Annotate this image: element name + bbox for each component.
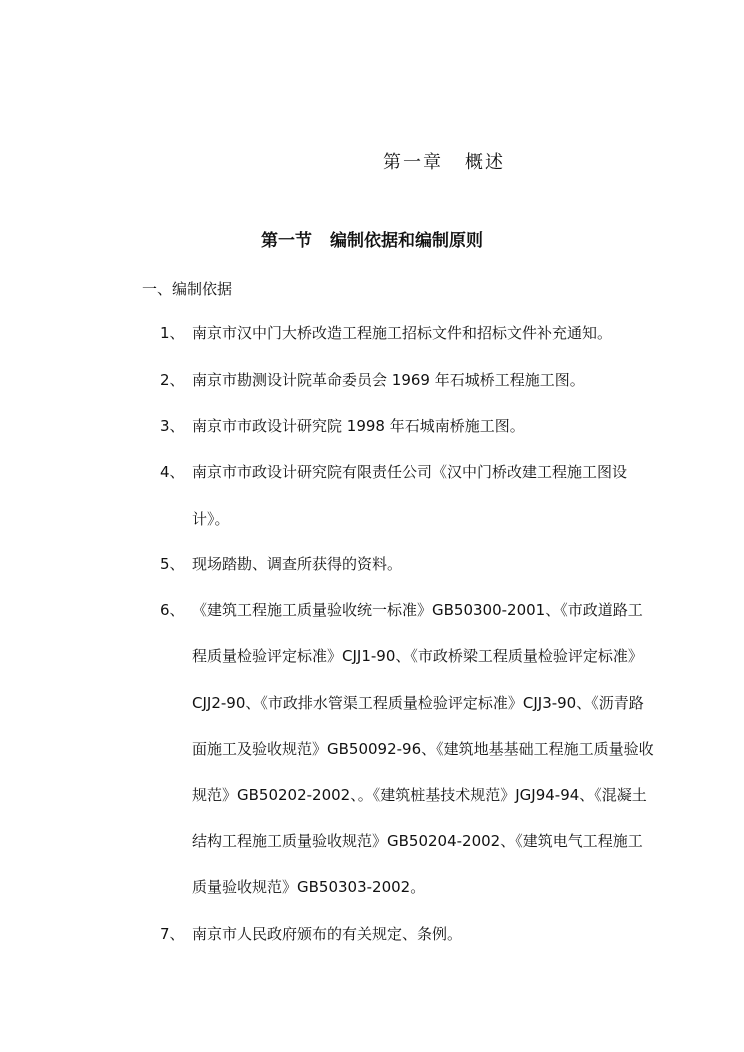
list-item xyxy=(160,415,525,436)
subsection-heading: 一、编制依据 xyxy=(142,280,233,298)
list-item-text: 南京市汉中门大桥改造工程施工招标文件和招标文件补充通知。 xyxy=(192,324,613,342)
list-item-number: 4、 xyxy=(160,463,185,481)
list-item-number: 7、 xyxy=(160,925,185,943)
list-item-text: 南京市人民政府颁布的有关规定、条例。 xyxy=(192,925,463,943)
list-item-number: 2、 xyxy=(160,371,185,389)
section-number: 第一节 xyxy=(261,231,312,251)
list-item-continuation: 计》。 xyxy=(192,510,230,528)
list-item-number: 5、 xyxy=(160,555,185,573)
list-item-text: 《建筑工程施工质量验收统一标准》GB50300-2001、《市政道路工 xyxy=(192,601,643,619)
section-name: 编制依据和编制原则 xyxy=(330,231,483,251)
list-item-continuation: 结构工程施工质量验收规范》GB50204-2002、《建筑电气工程施工 xyxy=(192,832,643,850)
list-item xyxy=(160,322,612,343)
list-item-number: 3、 xyxy=(160,417,185,435)
chapter-number: 第一章 xyxy=(383,152,443,173)
list-item xyxy=(160,369,585,390)
section-title xyxy=(0,226,744,251)
list-item-continuation: 程质量检验评定标准》CJJ1-90、《市政桥梁工程质量检验评定标准》 xyxy=(192,647,643,665)
list-item xyxy=(160,923,462,944)
list-item-continuation: 规范》GB50202-2002、。《建筑桩基技术规范》JGJ94-94、《混凝土 xyxy=(192,786,647,804)
list-item-number: 6、 xyxy=(160,601,185,619)
list-item-text: 现场踏勘、调查所获得的资料。 xyxy=(192,555,403,573)
list-item-continuation: 面施工及验收规范》GB50092-96、《建筑地基基础工程施工质量验收 xyxy=(192,740,654,758)
list-item-continuation: CJJ2-90、《市政排水管渠工程质量检验评定标准》CJJ3-90、《沥青路 xyxy=(192,694,644,712)
list-item xyxy=(160,599,643,620)
list-item xyxy=(160,461,627,482)
chapter-title xyxy=(0,148,744,174)
list-item-continuation: 质量验收规范》GB50303-2002。 xyxy=(192,878,426,896)
list-item-text: 南京市市政设计研究院有限责任公司《汉中门桥改建工程施工图设 xyxy=(192,463,628,481)
list-item-text: 南京市市政设计研究院 1998 年石城南桥施工图。 xyxy=(192,417,525,435)
list-item-number: 1、 xyxy=(160,324,185,342)
chapter-name: 概述 xyxy=(465,152,505,173)
list-item-text: 南京市勘测设计院革命委员会 1969 年石城桥工程施工图。 xyxy=(192,371,585,389)
list-item xyxy=(160,553,402,574)
